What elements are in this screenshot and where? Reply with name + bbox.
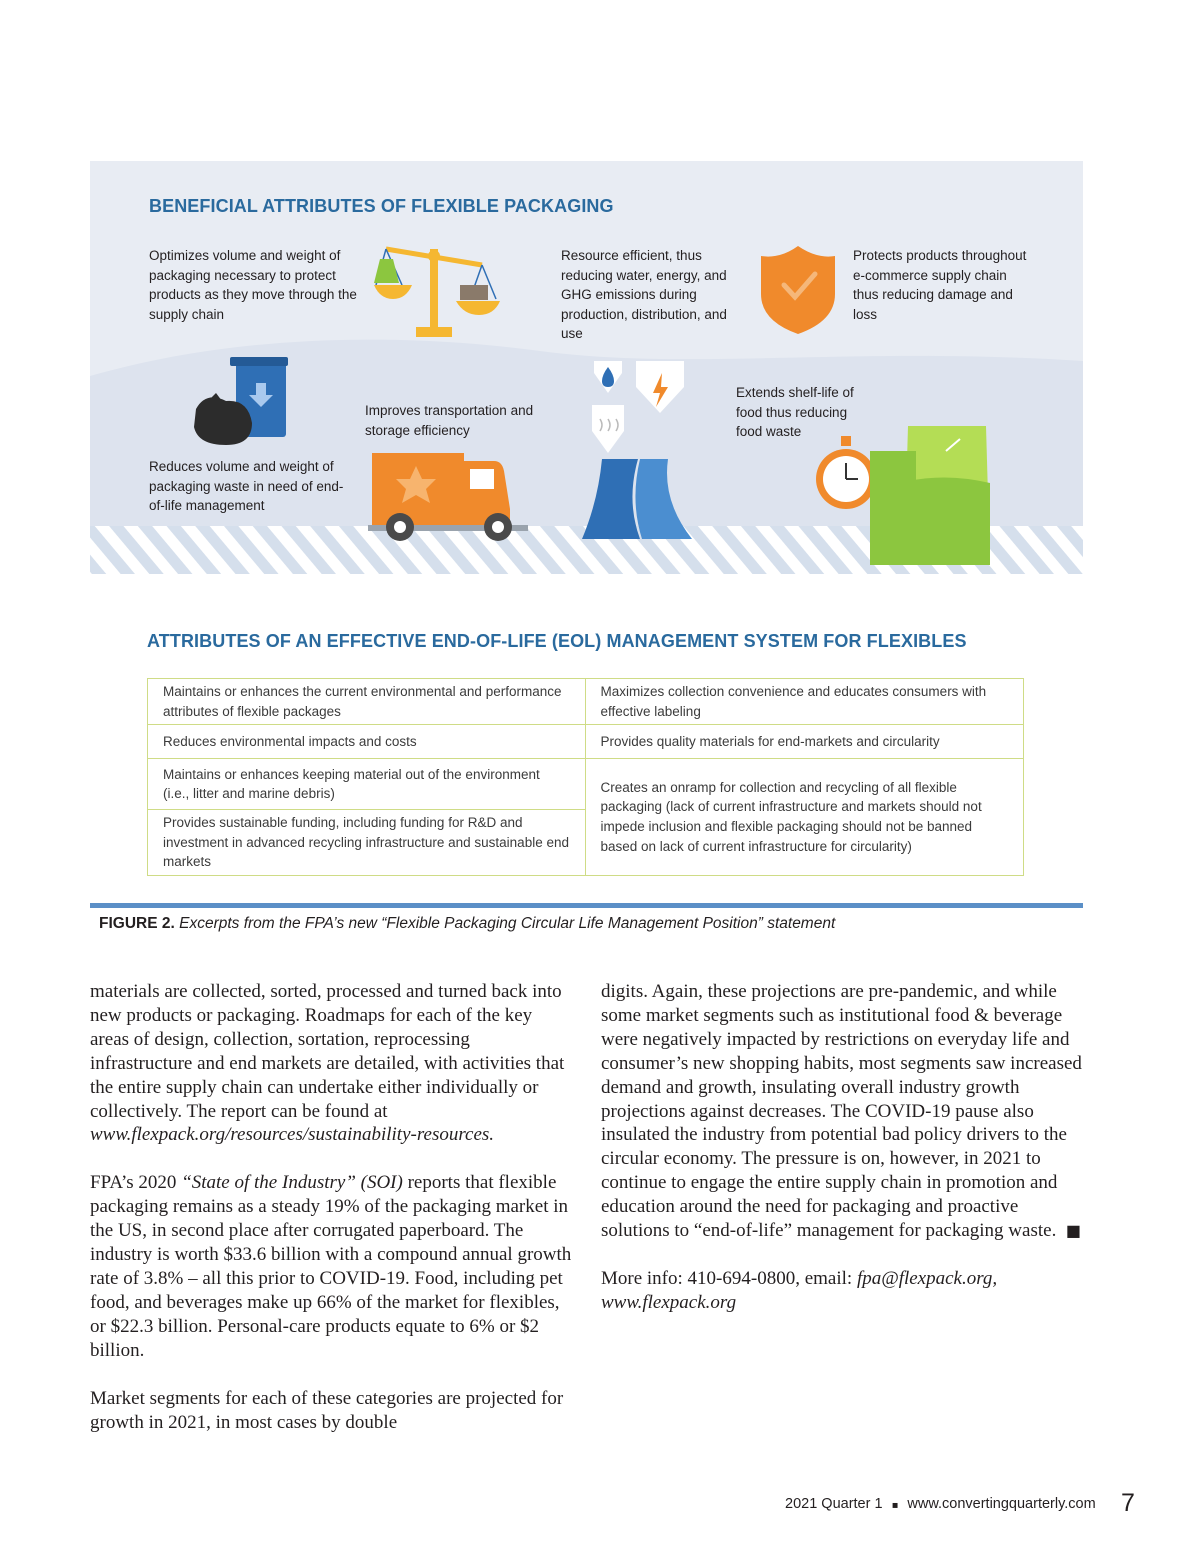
attribute-protects-text: Protects products throughout e-commerce supply chain thus reducing damage and loss (853, 248, 1027, 322)
more-info-text: More info: 410-694-0800, email: (601, 1267, 857, 1289)
attribute-resource-text: Resource efficient, thus reducing water, energy, and GHG emissions during production, distribution, and use (561, 248, 727, 342)
right-paragraph-1-text: digits. Again, these projections are pre-pandemic, and while some market segments such as institutional food & beverage were negatively impacted by restrictions on everyday life and consumer’s new shopping habits, most segments saw increased demand and growth, insulating overall industry growth projections against decreases. The COVID-19 pause also insulated the industry from potential bad policy drivers to the circular economy. The pressure is on, however, in 2021 to continue to engage the entire supply chain in promotion and education around the need for packaging and proactive solutions to “end-of-life” management for packaging waste. (601, 981, 1082, 1242)
table-cell: Reduces environmental impacts and costs (148, 725, 586, 759)
caption-rule (90, 903, 1083, 908)
right-column (601, 980, 1087, 1339)
shield-check-icon (761, 246, 835, 334)
left-paragraph-1-text: materials are collected, sorted, processed and turned back into new products or packaging. Roadmaps for each of the key areas of design, collection, sortation, reprocessing infrastructure and end markets are detailed, with activities that the entire supply chain can undertake either individually or collectively. The report can be found at (90, 981, 565, 1122)
attribute-shelf-life-text: Extends shelf-life of food thus reducing food waste (736, 385, 854, 440)
scale-icon (374, 249, 500, 337)
left-paragraph-2-post: reports that flexible packaging remains as a steady 19% of the packaging market in the US, in second place after corrugated paperboard. The industry is worth $33.6 billion with a compound annual growth rate of 3.8% – all this prior to COVID-19. Food, including pet food, and beverages make up 66% of the market for flexibles, or $22.3 billion. Personal-care products equate to 6% or $2 billion. (90, 1172, 572, 1361)
right-paragraph-1 (601, 980, 1087, 1243)
infographic (90, 161, 1083, 574)
left-paragraph-2 (90, 1171, 574, 1362)
table-cell: Maximizes collection convenience and educates consumers with effective labeling (585, 679, 1024, 725)
attribute-reduces-waste-text: Reduces volume and weight of packaging waste in need of end-of-life management (149, 459, 344, 514)
eol-title: ATTRIBUTES OF AN EFFECTIVE END-OF-LIFE (EOL) MANAGEMENT SYSTEM FOR FLEXIBLES (147, 631, 967, 651)
more-info (601, 1267, 1087, 1315)
figure-caption (99, 915, 835, 933)
left-paragraph-2-pre: FPA’s 2020 (90, 1172, 182, 1194)
table-cell: Maintains or enhances the current environmental and performance attributes of flexible packages (148, 679, 586, 725)
table-cell: Provides sustainable funding, including funding for R&D and investment in advanced recycling infrastructure and sustainable end markets (148, 810, 586, 876)
end-mark-icon: ■ (1065, 1221, 1081, 1241)
table-row (148, 725, 1024, 759)
table-cell: Maintains or enhances keeping material out of the environment (i.e., litter and marine debris) (148, 759, 586, 810)
left-paragraph-1 (90, 980, 574, 1147)
email-link[interactable]: fpa@flexpack.org, (856, 1267, 998, 1289)
infographic-title: BENEFICIAL ATTRIBUTES OF FLEXIBLE PACKAGING (149, 196, 614, 216)
footer-bullet-icon: ▪ (891, 1500, 899, 1511)
report-link[interactable]: www.flexpack.org/resources/sustainability-resources. (90, 1124, 495, 1146)
caption-text: Excerpts from the FPA’s new “Flexible Packaging Circular Life Management Position” statement (179, 915, 836, 932)
table-cell: Creates an onramp for collection and recycling of all flexible packaging (lack of current infrastructure and markets should not impede inclusion and flexible packaging should not be banned based on lack of current infrastructure for circularity) (585, 759, 1024, 876)
page-footer (785, 1496, 1096, 1512)
footer-issue: 2021 Quarter 1 (785, 1496, 883, 1512)
left-paragraph-3: Market segments for each of these categories are projected for growth in 2021, in most cases by double (90, 1387, 564, 1433)
table-cell: Provides quality materials for end-markets and circularity (585, 725, 1024, 759)
attribute-optimizes-text: Optimizes volume and weight of packaging necessary to protect products as they move through the supply chain (149, 248, 357, 322)
website-link[interactable]: www.flexpack.org (601, 1291, 737, 1313)
eol-attributes-table (147, 678, 1024, 876)
footer-site[interactable]: www.convertingquarterly.com (907, 1496, 1096, 1512)
page-number: 7 (1121, 1489, 1135, 1517)
soi-title: “State of the Industry” (SOI) (181, 1172, 403, 1194)
left-column (90, 980, 574, 1458)
table-row (148, 759, 1024, 810)
attribute-transport-text: Improves transportation and storage efficiency (365, 403, 534, 438)
table-row (148, 679, 1024, 725)
figure-2 (90, 161, 1083, 905)
caption-label: FIGURE 2. (99, 915, 175, 932)
